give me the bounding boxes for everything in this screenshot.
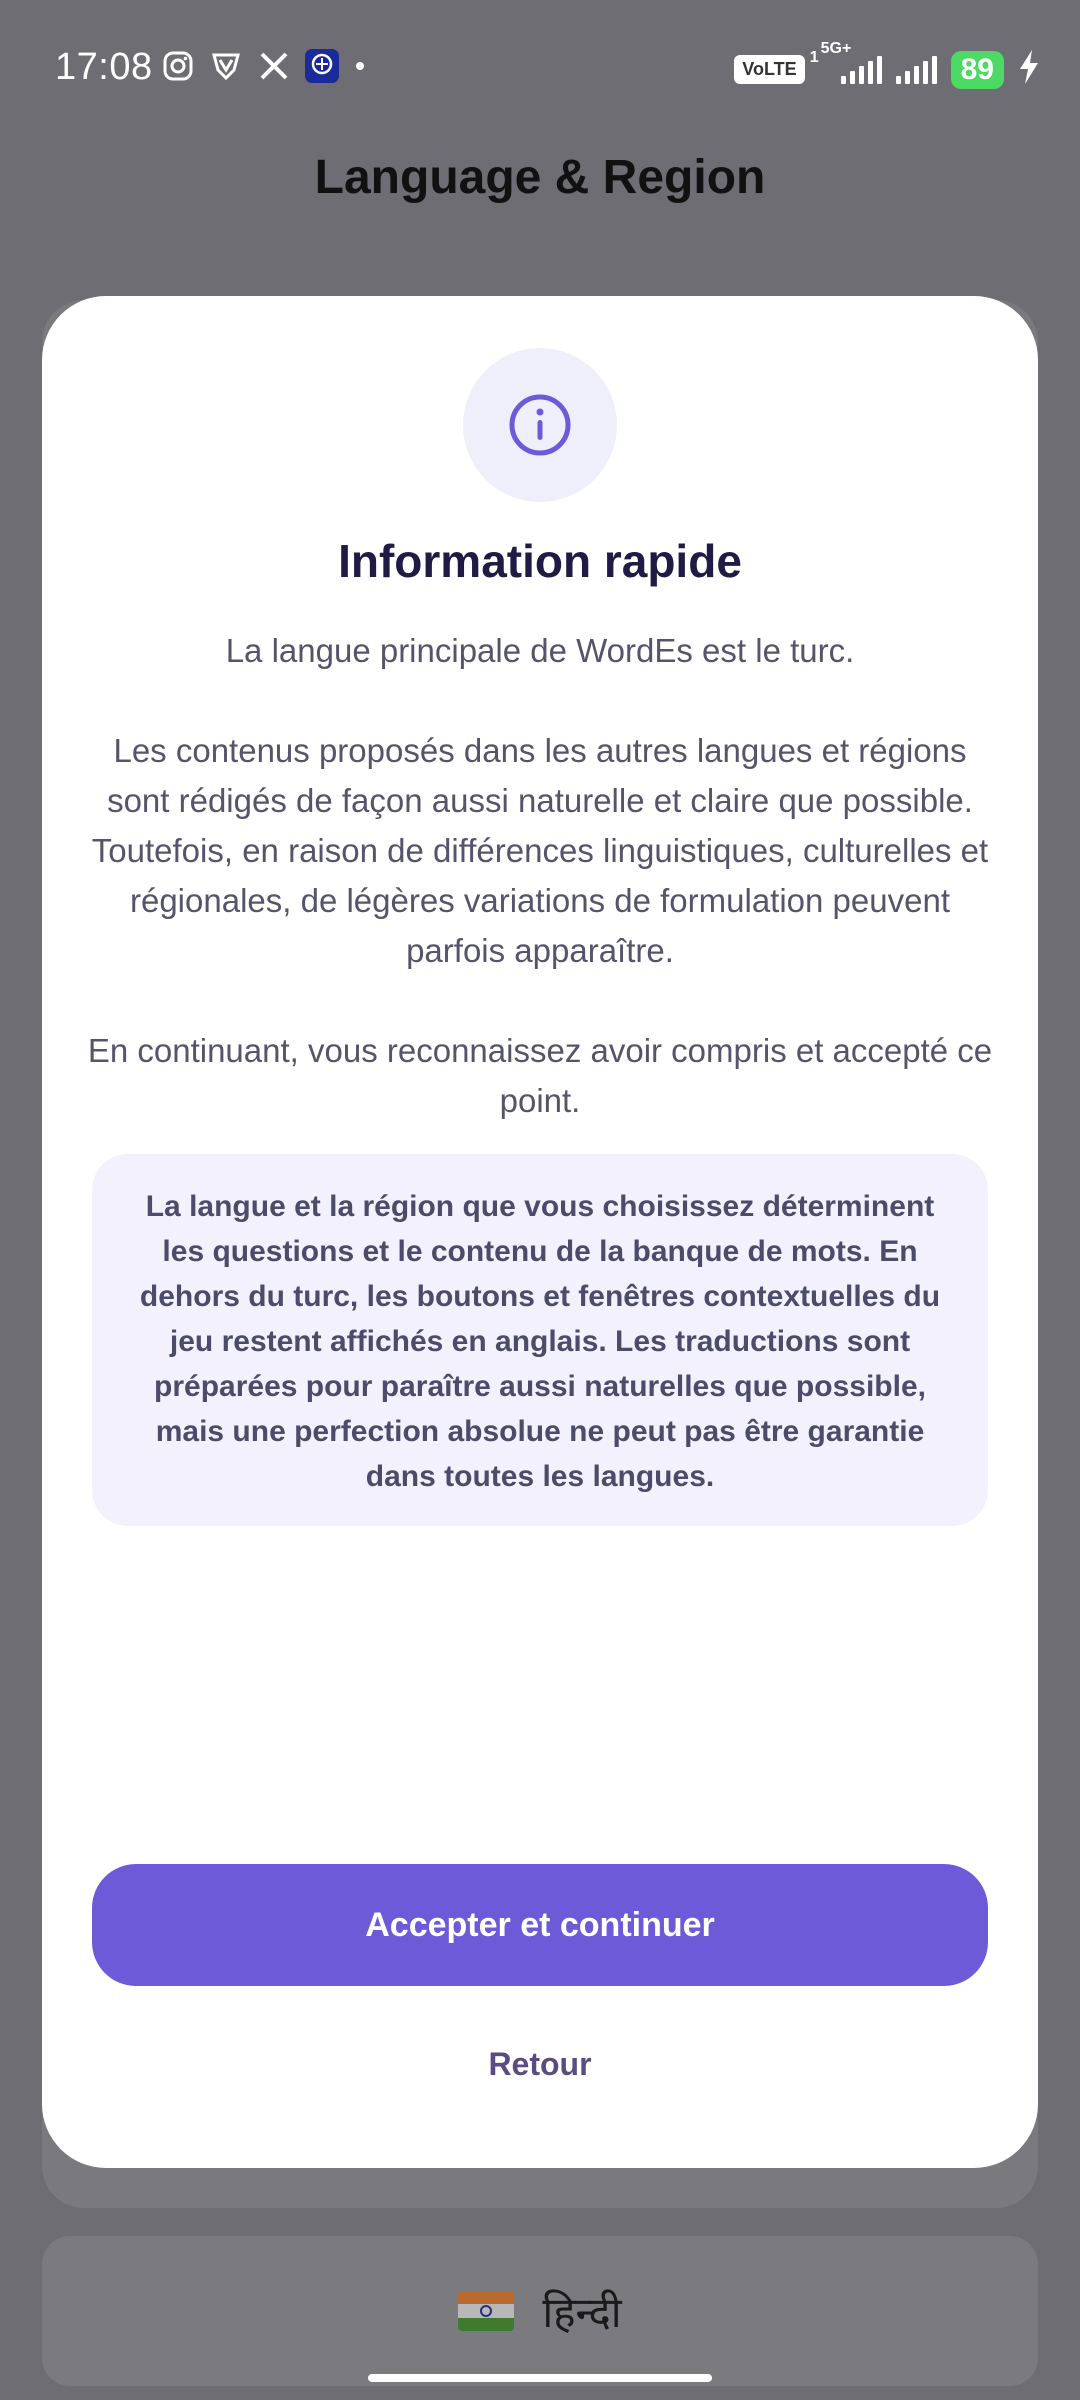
page-title: Language & Region bbox=[314, 151, 766, 204]
language-option-label: हिन्दी bbox=[542, 2287, 622, 2337]
india-flag-icon bbox=[458, 2291, 514, 2331]
language-option-hindi[interactable] bbox=[42, 2236, 1038, 2386]
dialog-title: Information rapide bbox=[338, 535, 742, 587]
dialog-note: La langue et la région que vous choisissez déterminent les questions et le contenu de la banque de mots. En dehors du turc, les boutons et fenêtres contextuelles du jeu restent affichés en anglais. Les traductions sont préparées pour paraître aussi naturelles que possible, mais une perfection absolue ne peut pas être garantie dans toutes les langues. bbox=[92, 1154, 988, 1526]
info-icon-badge bbox=[463, 348, 617, 502]
status-bar bbox=[0, 0, 1080, 140]
volte-label: VoLTE bbox=[742, 59, 797, 79]
network-type-label: 5G+ bbox=[820, 39, 852, 57]
info-icon bbox=[507, 392, 573, 458]
back-button[interactable]: Retour bbox=[390, 2034, 690, 2094]
dialog-paragraph: La langue principale de WordEs est le turc. bbox=[225, 632, 855, 669]
notification-icons bbox=[160, 48, 364, 84]
more-notifications-dot bbox=[356, 62, 364, 70]
signal-5g-icon bbox=[819, 39, 882, 84]
volte-sim-label: 1 bbox=[809, 49, 819, 66]
app-notification-icon bbox=[304, 48, 340, 84]
signal-strength-icon bbox=[896, 56, 937, 84]
volte-badge bbox=[734, 49, 819, 84]
charging-bolt-icon bbox=[1018, 50, 1040, 89]
dialog-body bbox=[82, 626, 998, 1126]
battery-level: 89 bbox=[951, 51, 1004, 89]
system-icons bbox=[734, 39, 1040, 89]
accept-continue-button[interactable]: Accepter et continuer bbox=[92, 1864, 988, 1986]
info-dialog bbox=[42, 296, 1038, 2168]
home-indicator[interactable] bbox=[368, 2374, 712, 2382]
dialog-paragraph: Les contenus proposés dans les autres langues et régions sont rédigés de façon aussi naturelle et claire que possible. Toutefois, en raison de différences linguistiques, culturelles et régionales, de légères variations de formulation peuvent parfois apparaître. bbox=[91, 732, 989, 969]
x-twitter-icon bbox=[256, 48, 292, 84]
instagram-icon bbox=[160, 48, 196, 84]
vpn-shield-icon bbox=[208, 48, 244, 84]
status-time: 17:08 bbox=[55, 46, 153, 88]
dialog-paragraph: En continuant, vous reconnaissez avoir compris et accepté ce point. bbox=[87, 1032, 993, 1119]
